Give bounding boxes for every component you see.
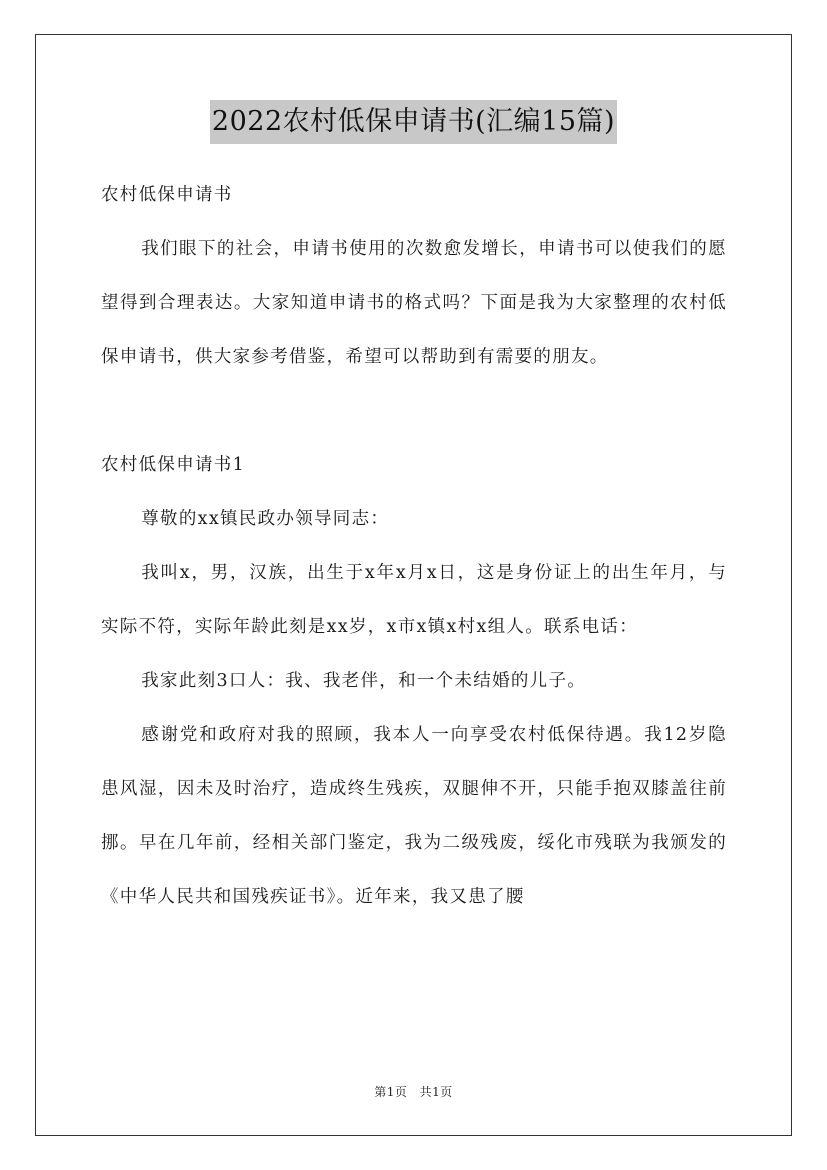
- section-heading: 农村低保申请书: [101, 185, 233, 205]
- section-heading-1: 农村低保申请书1: [101, 455, 246, 475]
- document-body: [101, 168, 727, 924]
- salutation: 尊敬的xx镇民政办领导同志：: [141, 509, 390, 529]
- body-paragraph: 我家此刻3口人：我、我老伴，和一个未结婚的儿子。: [141, 671, 587, 691]
- page-number: 第1页: [374, 1085, 408, 1099]
- title-container: [0, 100, 827, 144]
- body-paragraph: 感谢党和政府对我的照顾，我本人一向享受农村低保待遇。我12岁隐患风湿，因未及时治疗，造成终生残疾，双腿伸不开，只能手抱双膝盖往前挪。早在几年前，经相关部门鉴定，我为二级残废，绥化市残联为我颁发的《中华人民共和国残疾证书》。近年来，我又患了腰: [101, 725, 727, 907]
- page-footer: [0, 1084, 827, 1100]
- intro-paragraph: 我们眼下的社会，申请书使用的次数愈发增长，申请书可以使我们的愿望得到合理表达。大家知道申请书的格式吗？下面是我为大家整理的农村低保申请书，供大家参考借鉴，希望可以帮助到有需要的朋友。: [101, 239, 727, 367]
- page-total: 共1页: [419, 1085, 453, 1099]
- document-title: 2022农村低保申请书(汇编15篇): [210, 100, 617, 144]
- body-paragraph: 我叫x，男，汉族，出生于x年x月x日，这是身份证上的出生年月，与实际不符，实际年龄此刻是xx岁，x市x镇x村x组人。联系电话：: [101, 563, 727, 637]
